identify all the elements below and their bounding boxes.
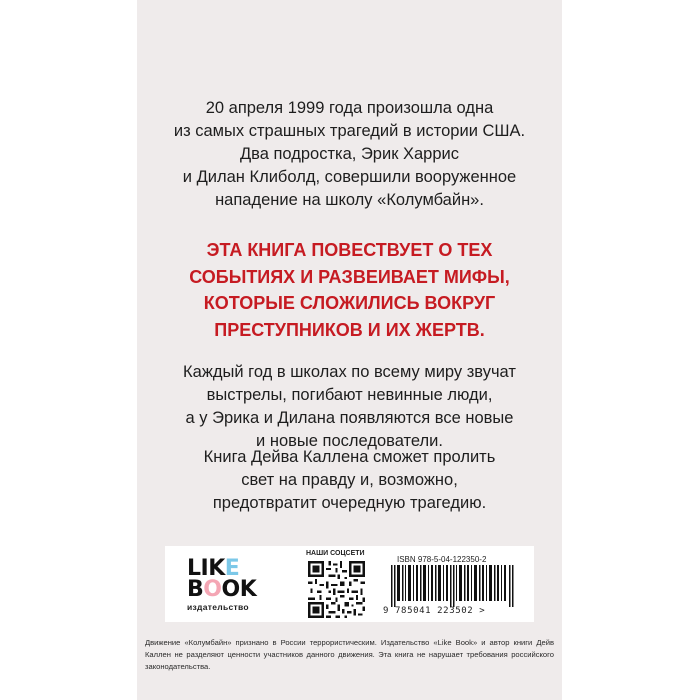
followers-line: выстрелы, погибают невинные люди, xyxy=(206,386,493,404)
social-title: НАШИ СОЦСЕТИ xyxy=(306,550,365,557)
book-back-cover xyxy=(137,0,562,700)
logo-letter: L xyxy=(187,556,201,581)
legal-disclaimer: Движение «Колумбайн» признано в России террористическим. Издательство «Like Book» и автор книги Дейв Каллен не разделяют ценности участников данного движения. Эта книга не нарушает требования российского законодательства. xyxy=(145,638,554,671)
intro-line: из самых страшных трагедий в истории США. xyxy=(173,122,526,140)
logo-letter: B xyxy=(187,577,204,602)
followers-paragraph xyxy=(137,361,562,453)
highlight-line: СОБЫТИЯХ И РАЗВЕИВАЕТ МИФЫ, xyxy=(189,266,510,287)
logo-letter: K xyxy=(208,556,225,581)
logo-letter: I xyxy=(200,556,209,581)
logo-letter: E xyxy=(224,556,240,581)
publisher-logo xyxy=(187,558,259,612)
closing-paragraph xyxy=(137,446,562,515)
publisher-panel xyxy=(165,546,534,622)
intro-line: и Дилан Клиболд, совершили вооруженное xyxy=(182,168,517,186)
followers-line: Каждый год в школах по всему миру звучат xyxy=(183,363,516,381)
logo-letter: O xyxy=(203,577,222,602)
highlight-paragraph xyxy=(137,237,562,343)
intro-paragraph xyxy=(137,97,562,212)
highlight-line: ЭТА КНИГА ПОВЕСТВУЕТ О ТЕХ xyxy=(206,240,493,260)
highlight-line: КОТОРЫЕ СЛОЖИЛИСЬ ВОКРУГ xyxy=(203,293,496,313)
closing-line: свет на правду и, возможно, xyxy=(241,471,458,489)
logo-row-like xyxy=(187,558,259,579)
closing-line: Книга Дейва Каллена сможет пролить xyxy=(203,448,496,466)
intro-line: 20 апреля 1999 года произошла одна xyxy=(205,99,494,117)
logo-subtitle: издательство xyxy=(187,602,249,612)
isbn-number: ISBN 978-5-04-122350-2 xyxy=(397,555,487,564)
followers-line: и новые последователи. xyxy=(256,432,443,450)
closing-line: предотвратит очередную трагедию. xyxy=(212,494,487,512)
intro-line: нападение на школу «Колумбайн». xyxy=(215,191,484,209)
followers-line: а у Эрика и Дилана появляются все новые xyxy=(185,409,514,427)
qr-code-icon[interactable] xyxy=(308,561,365,618)
logo-letter: O xyxy=(221,577,240,602)
barcode-icon xyxy=(391,565,515,607)
intro-line: Два подростка, Эрик Харрис xyxy=(239,145,460,163)
logo-row-book xyxy=(187,579,259,600)
highlight-line: ПРЕСТУПНИКОВ И ИХ ЖЕРТВ. xyxy=(214,319,485,340)
logo-letter: K xyxy=(239,577,257,602)
barcode-digits: 9 785041 223502 > xyxy=(383,606,486,616)
